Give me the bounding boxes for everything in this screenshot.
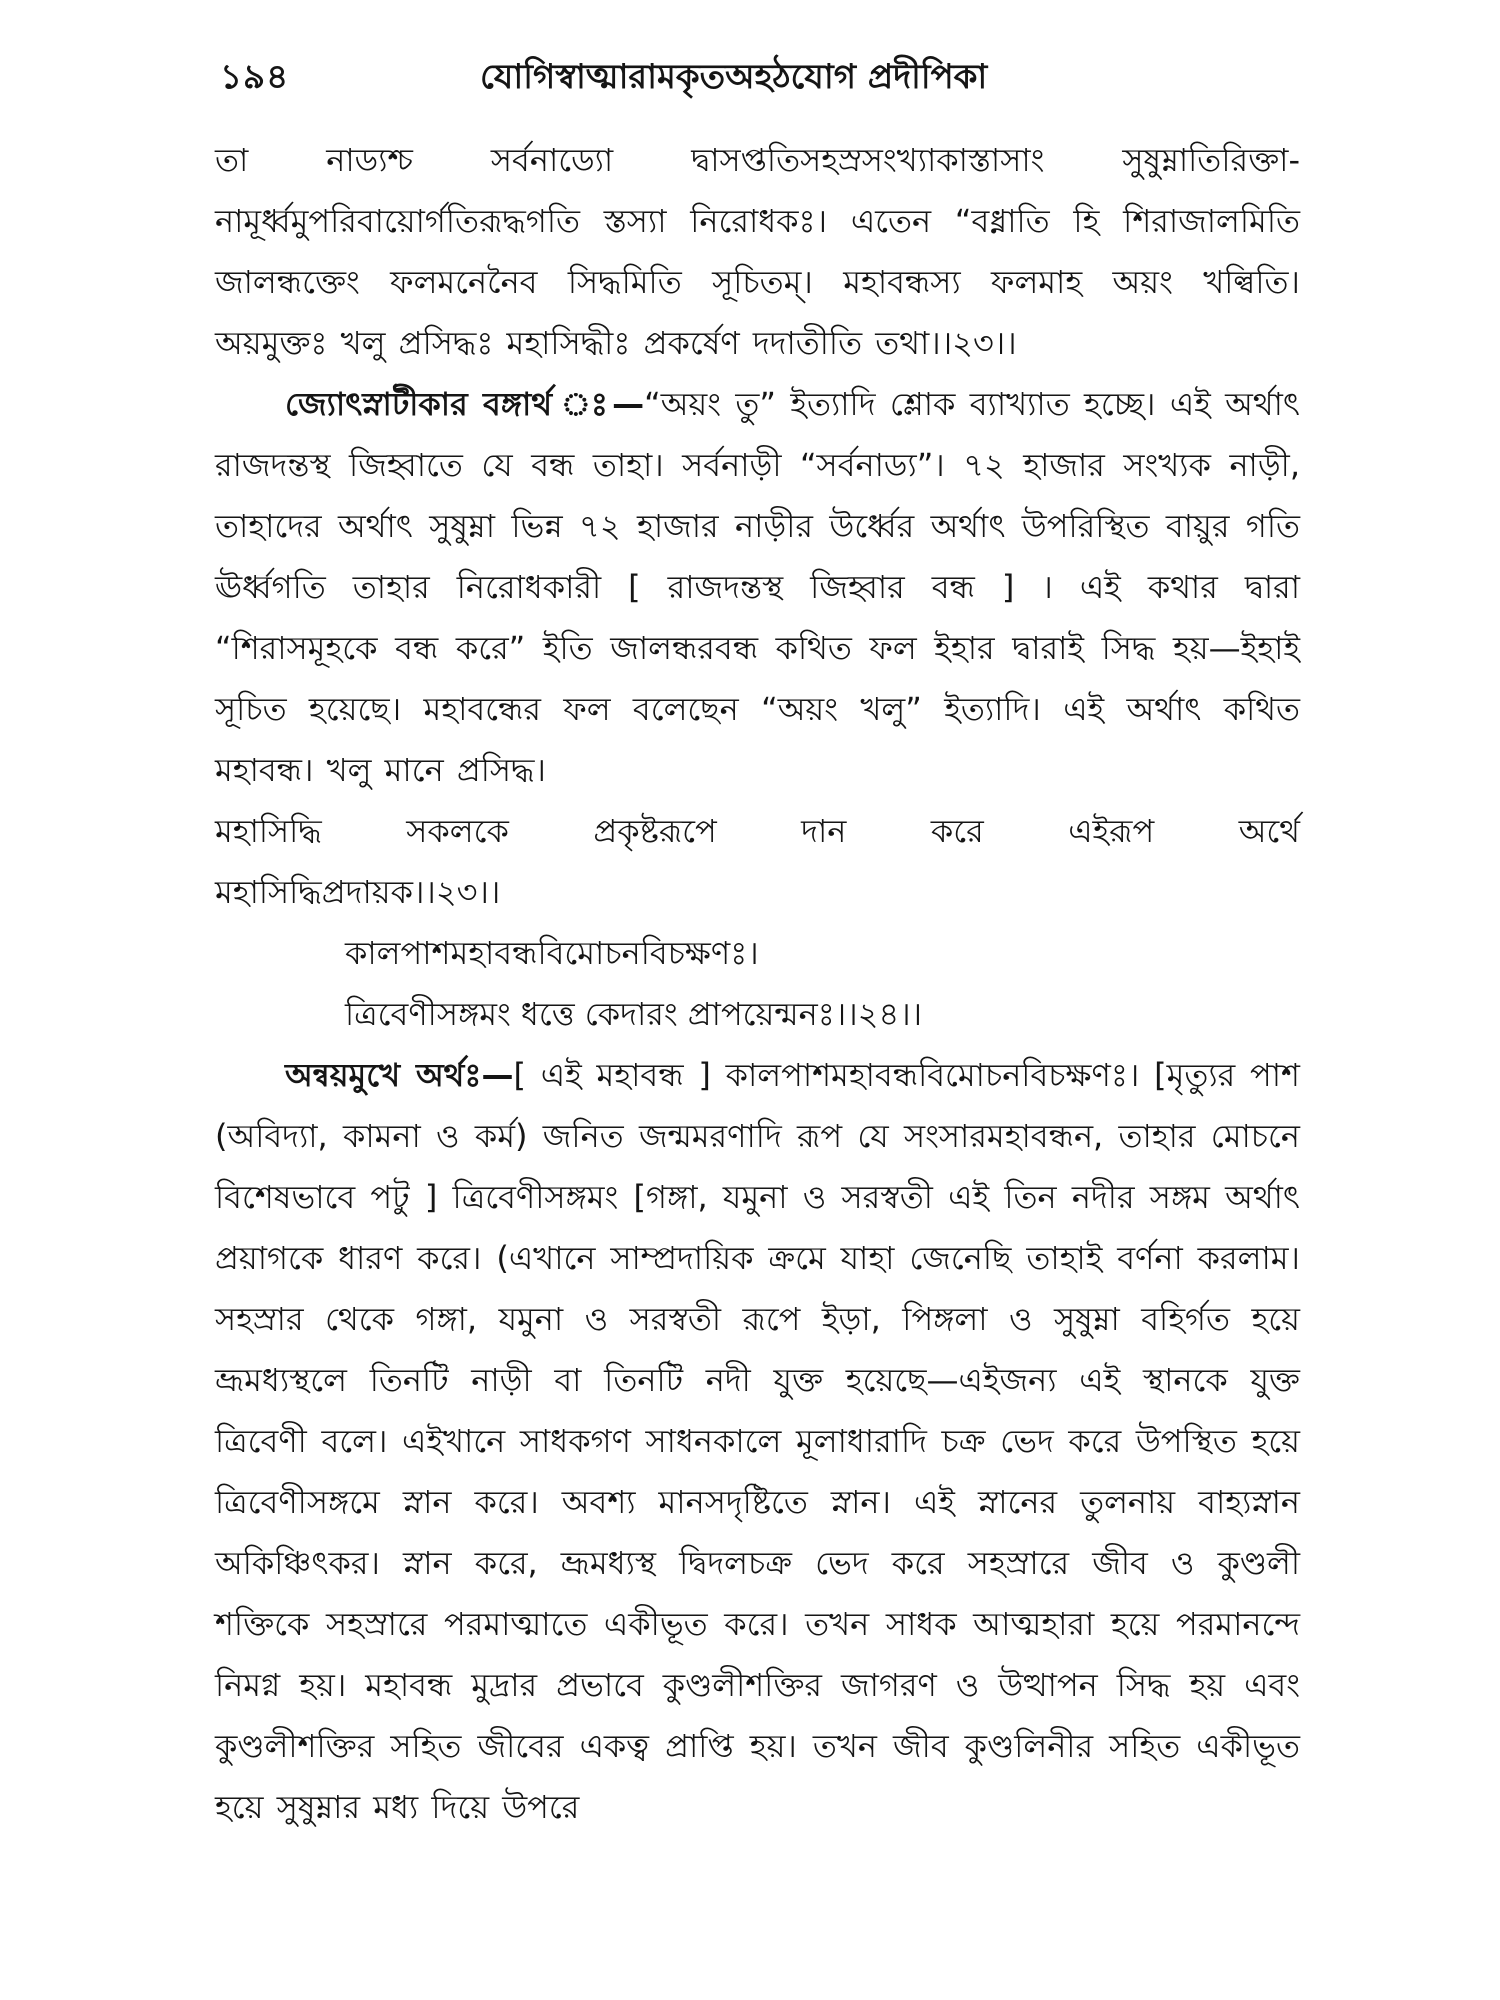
page-number: ১৯৪ — [220, 57, 290, 97]
jyotsna-closing-line: মহাসিদ্ধিপ্রদায়ক।।২৩।। — [215, 873, 501, 911]
jyotsna-continued-line: মহাসিদ্ধি সকলকে প্রকৃষ্টরূপে দান করে এইরূপ অর্থে — [215, 812, 1300, 850]
book-title: যোগিস্বাত্মারামকৃতঅহঠযোগ প্রদীপিকা — [480, 57, 988, 97]
page-body — [215, 130, 1300, 1838]
anvaya-label: অন্বয়মুখে অর্থঃ— — [285, 1056, 514, 1094]
running-header — [210, 45, 1310, 105]
sanskrit-commentary-paragraph: তা নাড্যশ্চ সর্বনাড্যো দ্বাসপ্ততিসহস্রসংখ্যাকাস্তাসাং সুষুম্নাতিরিক্তা-নামূর্ধ্বমুপরিবায়োর্গতিরূদ্ধগতি স্তস্যা নিরোধকঃ। এতেন “বধ্নাতি হি শিরাজালমিতি জালন্ধক্তেং ফলমনেনৈব সিদ্ধমিতি সূচিতম্‌। মহাবন্ধস্য ফলমাহ অয়ং খল্বিতি। অয়মুক্তঃ খলু প্রসিদ্ধঃ মহাসিদ্ধীঃ প্রকর্ষেণ দদাতীতি তথা।।২৩।। — [215, 141, 1300, 362]
anvaya-paragraph — [215, 1045, 1300, 1838]
verse-line-2: ত্রিবেণীসঙ্গমং ধত্তে কেদারং প্রাপয়েন্মনঃ।।২৪।। — [345, 995, 923, 1033]
anvaya-text: [ এই মহাবন্ধ ] কালপাশমহাবন্ধবিমোচনবিচক্ষণঃ। [মৃত্যুর পাশ (অবিদ্যা, কামনা ও কর্ম) জনিত জন্মমরণাদি রূপ যে সংসারমহাবন্ধন, তাহার মোচনে বিশেষভাবে পটু ] ত্রিবেণীসঙ্গমং [গঙ্গা, যমুনা ও সরস্বতী এই তিন নদীর সঙ্গম অর্থাৎ প্রয়াগকে ধারণ করে। (এখানে সাম্প্রদায়িক ক্রমে যাহা জেনেছি তাহাই বর্ণনা করলাম। সহস্রার থেকে গঙ্গা, যমুনা ও সরস্বতী রূপে ইড়া, পিঙ্গলা ও সুষুম্না বহির্গত হয়ে ভ্রূমধ্যস্থলে তিনটি নাড়ী বা তিনটি নদী যুক্ত হয়েছে—এইজন্য এই স্থানকে যুক্ত ত্রিবেণী বলে। এইখানে সাধকগণ সাধনকালে মূলাধারাদি চক্র ভেদ করে উপস্থিত হয়ে ত্রিবেণীসঙ্গমে স্নান করে। অবশ্য মানসদৃষ্টিতে স্নান। এই স্নানের তুলনায় বাহ্যস্নান অকিঞ্চিৎকর। স্নান করে, ভ্রূমধ্যস্থ দ্বিদলচক্র ভেদ করে সহস্রারে জীব ও কুণ্ডলী শক্তিকে সহস্রারে পরমাত্মাতে একীভূত করে। তখন সাধক আত্মহারা হয়ে পরমানন্দে নিমগ্ন হয়। মহাবন্ধ মুদ্রার প্রভাবে কুণ্ডলীশক্তির জাগরণ ও উত্থাপন সিদ্ধ হয় এবং কুণ্ডলীশক্তির সহিত জীবের একত্ব প্রাপ্তি হয়। তখন জীব কুণ্ডলিনীর সহিত একীভূত হয়ে সুষুম্নার মধ্য দিয়ে উপরে — [215, 1056, 1300, 1826]
jyotsna-translation-paragraph — [215, 374, 1300, 801]
jyotsna-label: জ্যোৎস্নাটীকার বঙ্গার্থ ঃ— — [285, 385, 645, 423]
verse-line-1: কালপাশমহাবন্ধবিমোচনবিচক্ষণঃ। — [345, 934, 759, 972]
jyotsna-text: “অয়ং তু” ইত্যাদি শ্লোক ব্যাখ্যাত হচ্ছে। এই অর্থাৎ রাজদন্তস্থ জিহ্বাতে যে বন্ধ তাহা। সর্বনাড়ী “সর্বনাড্য”। ৭২ হাজার সংখ্যক নাড়ী, তাহাদের অর্থাৎ সুষুম্না ভিন্ন ৭২ হাজার নাড়ীর উর্ধ্বের অর্থাৎ উপরিস্থিত বায়ুর গতি ঊর্ধ্বগতি তাহার নিরোধকারী [ রাজদন্তস্থ জিহ্বার বন্ধ ] । এই কথার দ্বারা “শিরাসমূহকে বন্ধ করে” ইতি জালন্ধরবন্ধ কথিত ফল ইহার দ্বারাই সিদ্ধ হয়—ইহাই সূচিত হয়েছে। মহাবন্ধের ফল বলেছেন “অয়ং খলু” ইত্যাদি। এই অর্থাৎ কথিত মহাবন্ধ। খলু মানে প্রসিদ্ধ। — [215, 385, 1300, 789]
